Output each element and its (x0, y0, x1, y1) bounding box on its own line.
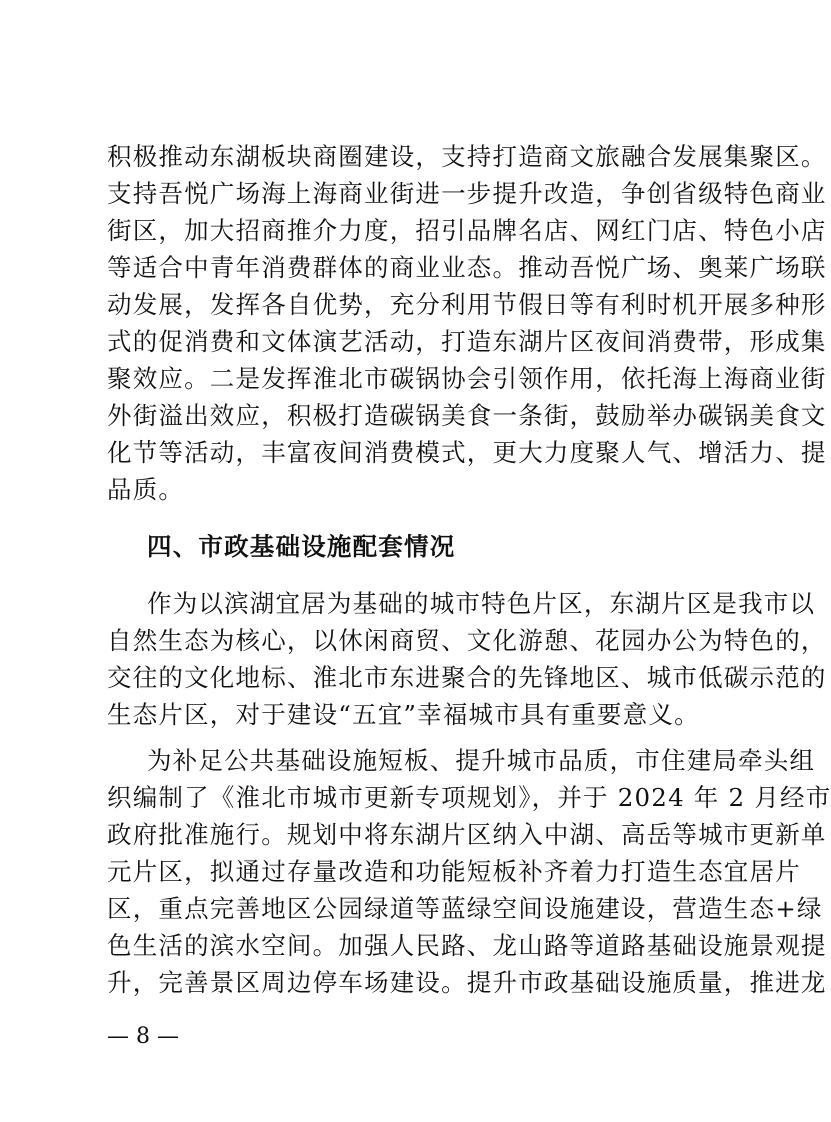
text-line: 聚效应。二是发挥淮北市碳锅协会引领作用，依托海上海商业街 (107, 364, 827, 393)
text-line: 式的促消费和文体演艺活动，打造东湖片区夜间消费带，形成集 (107, 327, 827, 356)
text-line: 积极推动东湖板块商圈建设，支持打造商文旅融合发展集聚区。 (107, 142, 827, 171)
text-line: 支持吾悦广场海上海商业街进一步提升改造，争创省级特色商业 (107, 179, 827, 208)
text-line: 生态片区，对于建设“五宜”幸福城市具有重要意义。 (107, 700, 700, 729)
text-line: 街区，加大招商推介力度，招引品牌名店、网红门店、特色小店 (107, 216, 827, 245)
text-line: 织编制了《淮北市城市更新专项规划》，并于 2024 年 2 月经市 (107, 783, 831, 812)
paragraph-first-line: 作为以滨湖宜居为基础的城市特色片区，东湖片区是我市以 (147, 589, 816, 618)
text-line: 色生活的滨水空间。加强人民路、龙山路等道路基础设施景观提 (107, 931, 827, 960)
section-heading: 四、市政基础设施配套情况 (147, 532, 456, 561)
text-line: 自然生态为核心，以休闲商贸、文化游憩、花园办公为特色的， (107, 626, 827, 655)
text-line: 交往的文化地标、淮北市东进聚合的先锋地区、城市低碳示范的 (107, 663, 827, 692)
text-line: 升，完善景区周边停车场建设。提升市政基础设施质量，推进龙 (107, 968, 827, 997)
text-line: 元片区，拟通过存量改造和功能短板补齐着力打造生态宜居片 (107, 857, 801, 886)
text-line: 化节等活动，丰富夜间消费模式，更大力度聚人气、增活力、提 (107, 438, 827, 467)
text-line: 政府批准施行。规划中将东湖片区纳入中湖、高岳等城市更新单 (107, 820, 827, 849)
text-line: 外街溢出效应，积极打造碳锅美食一条街，鼓励举办碳锅美食文 (107, 401, 827, 430)
text-line: 品质。 (107, 475, 185, 504)
paragraph-first-line: 为补足公共基础设施短板、提升城市品质，市住建局牵头组 (147, 746, 816, 775)
text-line: 动发展，发挥各自优势，充分利用节假日等有利时机开展多种形 (107, 290, 827, 319)
text-line: 区，重点完善地区公园绿道等蓝绿空间设施建设，营造生态+绿 (107, 894, 823, 923)
text-line: 等适合中青年消费群体的商业业态。推动吾悦广场、奥莱广场联 (107, 253, 827, 282)
page-number: — 8 — (107, 1024, 179, 1049)
